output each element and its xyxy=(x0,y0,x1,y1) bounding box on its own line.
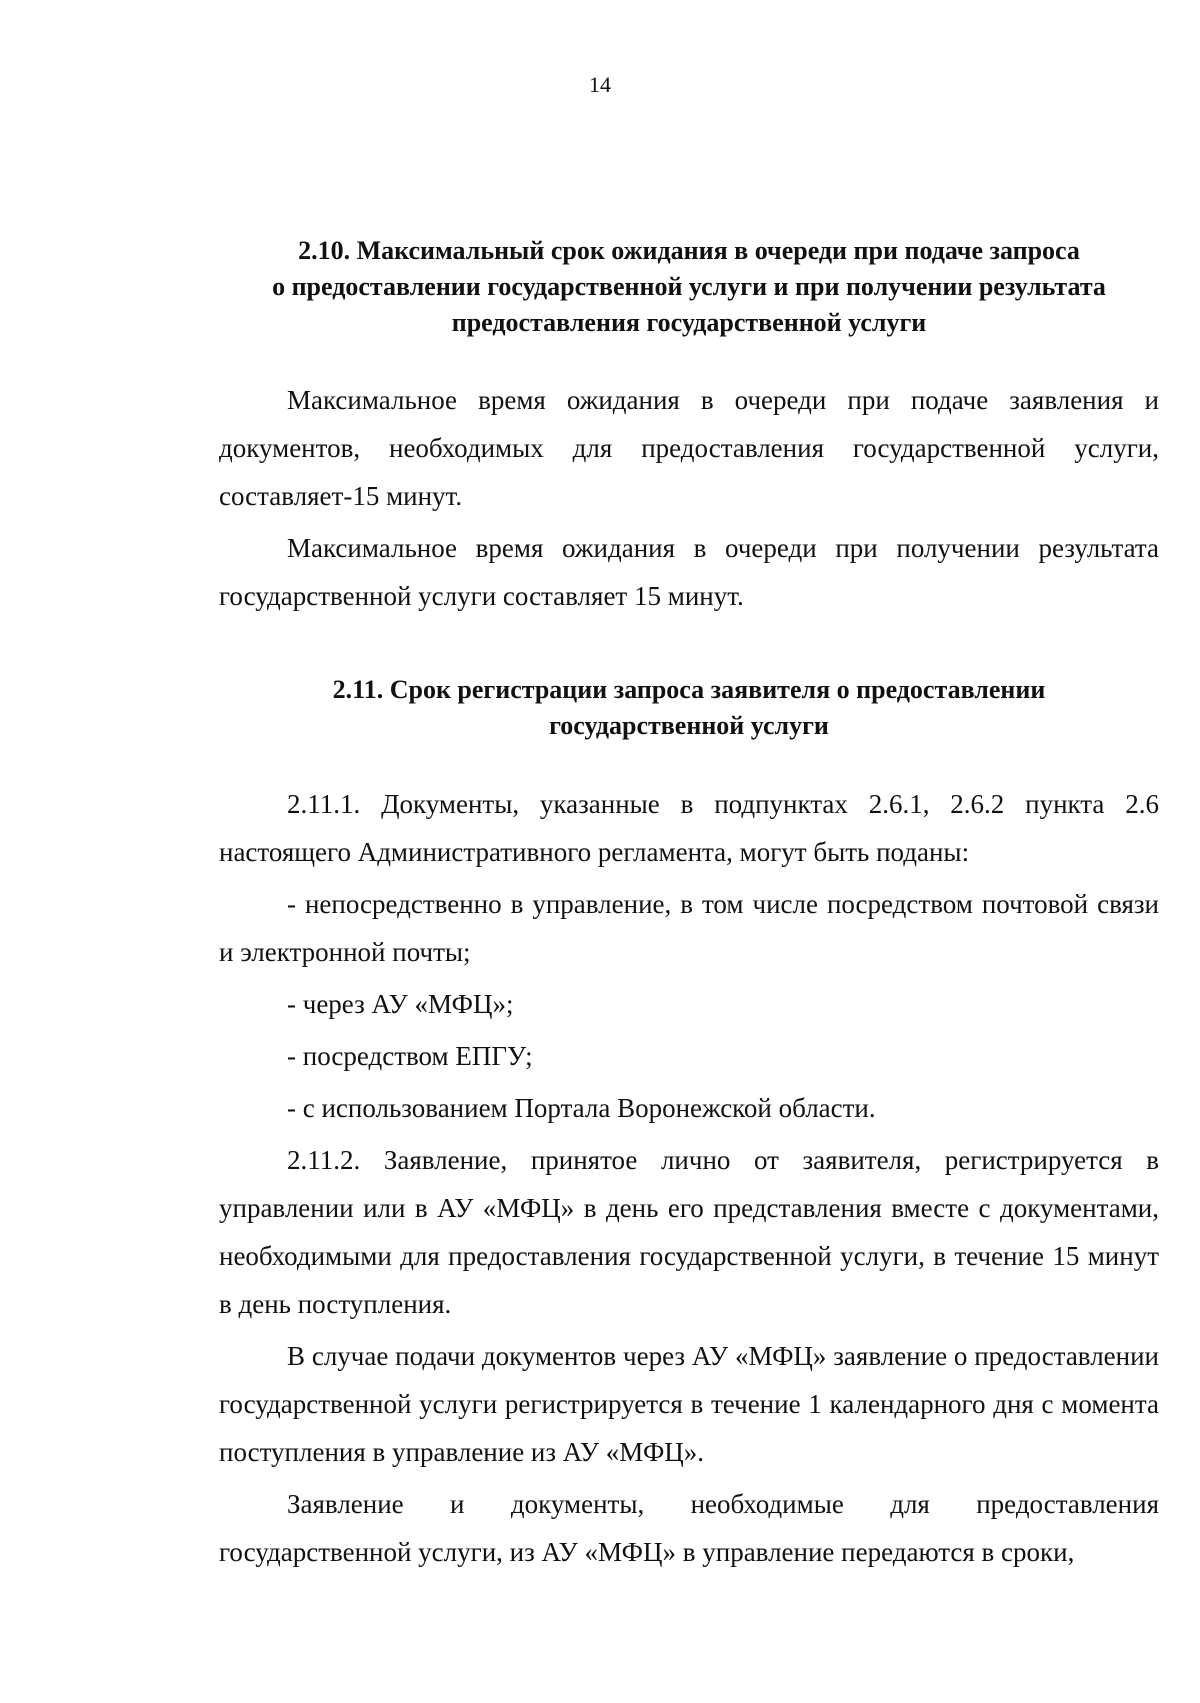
list-item: - непосредственно в управление, в том числе посредством почтовой связи и электронной почты; xyxy=(219,889,1159,967)
paragraph: 2.11.2. Заявление, принятое лично от заявителя, регистрируется в управлении или в АУ «МФЦ» в день его представления вместе с документами, необходимыми для предоставления государственной услуги, в течение 15 минут в день поступления. xyxy=(219,1145,1159,1319)
list-item: - посредством ЕПГУ; xyxy=(287,1041,533,1071)
heading-line: 2.10. Максимальный срок ожидания в очереди при подаче запроса xyxy=(298,236,1080,265)
document-body xyxy=(219,233,1159,1580)
section-2-11-body xyxy=(219,780,1159,1576)
section-2-10-heading xyxy=(219,233,1159,341)
paragraph: Заявление и документы, необходимые для предоставления государственной услуги, из АУ «МФЦ» в управление передаются в сроки, xyxy=(219,1489,1159,1567)
section-2-10-body xyxy=(219,376,1159,620)
paragraph: 2.11.1. Документы, указанные в подпунктах 2.6.1, 2.6.2 пункта 2.6 настоящего Административного регламента, могут быть поданы: xyxy=(219,789,1159,867)
heading-line: о предоставлении государственной услуги и при получении результата xyxy=(272,272,1106,301)
page-number: 14 xyxy=(589,72,611,97)
heading-line: предоставления государственной услуги xyxy=(451,308,927,337)
list-item: - с использованием Портала Воронежской области. xyxy=(287,1093,876,1123)
heading-line: 2.11. Срок регистрации запроса заявителя о предоставлении xyxy=(332,675,1046,704)
paragraph: Максимальное время ожидания в очереди при получении результата государственной услуги составляет 15 минут. xyxy=(219,533,1159,611)
list-item: - через АУ «МФЦ»; xyxy=(287,989,514,1019)
paragraph: Максимальное время ожидания в очереди при подаче заявления и документов, необходимых для предоставления государственной услуги, составляет-15 минут. xyxy=(219,385,1159,511)
section-2-11-heading xyxy=(219,672,1159,744)
paragraph: В случае подачи документов через АУ «МФЦ» заявление о предоставлении государственной услуги регистрируется в течение 1 календарного дня с момента поступления в управление из АУ «МФЦ». xyxy=(219,1341,1159,1467)
heading-line: государственной услуги xyxy=(549,711,829,740)
